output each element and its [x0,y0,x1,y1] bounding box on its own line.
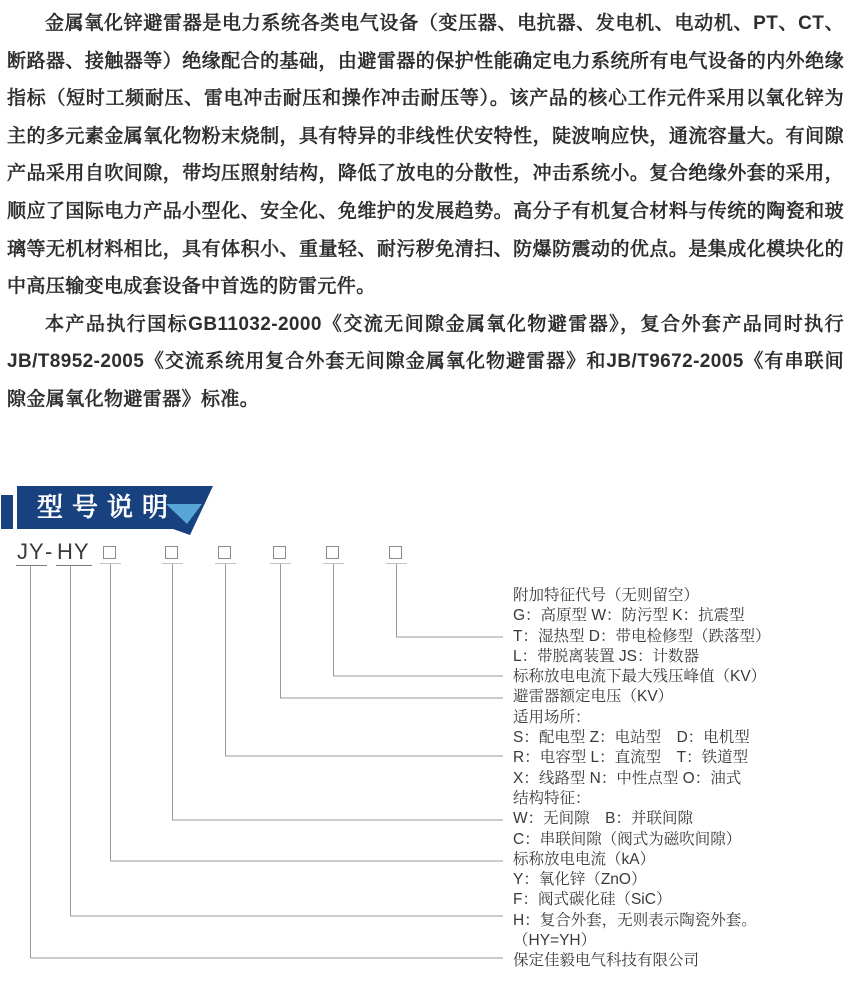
intro-paragraph-1: 金属氧化锌避雷器是电力系统各类电气设备（变压器、电抗器、发电机、电动机、PT、CT、断路器、接触器等）绝缘配合的基础，由避雷器的保护性能确定电力系统所有电气设备的内外绝缘指标（短时工频耐压、雷电冲击耐压和操作冲击耐压等）。该产品的核心工作元件采用以氧化锌为主的多元素金属氧化物粉末烧制，具有特异的非线性伏安特性，陡波响应快，通流容量大。有间隙产品采用自吹间隙，带均压照射结构，降低了放电的分散性，冲击系统小。复合绝缘外套的采用，顺应了国际电力产品小型化、安全化、免维护的发展趋势。高分子有机复合材料与传统的陶瓷和玻璃等无机材料相比，具有体积小、重量轻、耐污秽免清扫、防爆防震动的优点。是集成化模块化的中高压输变电成套设备中首选的防雷元件。 [7,13,844,298]
model-digit-box-2 [165,546,178,559]
label-extra-feature-codes-2: T：湿热型 D：带电检修型（跌落型） [513,627,771,645]
digit-box-tick-6 [386,563,407,564]
model-digit-box-5 [326,546,339,559]
label-nominal-discharge-current: 标称放电电流（kA） [513,850,656,868]
label-structure-codes-1: W：无间隙 B：并联间隙 [513,810,693,828]
label-application-title: 适用场所： [513,708,591,726]
model-code-prefix: JY [17,539,45,564]
intro-section [7,5,844,419]
label-material-zno: Y：氧化锌（ZnO） [513,871,647,889]
model-digit-box-1 [103,546,116,559]
label-extra-feature-codes-1: G：高原型 W：防污型 K：抗震型 [513,607,745,625]
intro-paragraph-2: 本产品执行国标GB11032-2000《交流无间隙金属氧化物避雷器》，复合外套产品同时执行JB/T8952-2005《交流系统用复合外套无间隙金属氧化物避雷器》和JB/T9672-2005《有串联间隙金属氧化物避雷器》标准。 [7,313,844,410]
label-application-codes-1: S：配电型 Z：电站型 D：电机型 [513,729,750,747]
model-code-dash: - [45,539,54,564]
model-digit-box-4 [273,546,286,559]
label-structure-title: 结构特征： [513,789,591,807]
model-digit-box-6 [389,546,402,559]
digit-box-tick-1 [100,563,121,564]
label-hy-equals-yh: （HY=YH） [513,932,597,950]
label-extra-feature-title: 附加特征代号（无则留空） [513,587,700,604]
label-application-codes-3: X：线路型 N：中性点型 O：油式 [513,769,742,787]
model-label-column [513,586,843,972]
label-rated-voltage: 避雷器额定电压（KV） [513,688,674,706]
model-digit-box-3 [218,546,231,559]
label-structure-codes-2: C：串联间隙（阀式为磁吹间隙） [513,830,742,848]
digit-box-tick-5 [323,563,344,564]
model-code-series: HY [57,539,90,564]
digit-box-tick-2 [162,563,183,564]
label-max-residual-voltage: 标称放电电流下最大残压峰值（KV） [513,668,767,686]
label-material-sic: F：阀式碳化硅（SiC） [513,891,672,909]
label-housing-code: H：复合外套，无则表示陶瓷外套。 [513,911,757,929]
label-application-codes-2: R：电容型 L：直流型 T：铁道型 [513,749,749,767]
digit-box-tick-4 [270,563,291,564]
digit-box-tick-3 [215,563,236,564]
label-extra-feature-codes-3: L：带脱离装置 JS：计数器 [513,647,700,665]
section-title: 型号说明 [37,492,178,522]
label-company-name: 保定佳毅电气科技有限公司 [513,952,700,970]
